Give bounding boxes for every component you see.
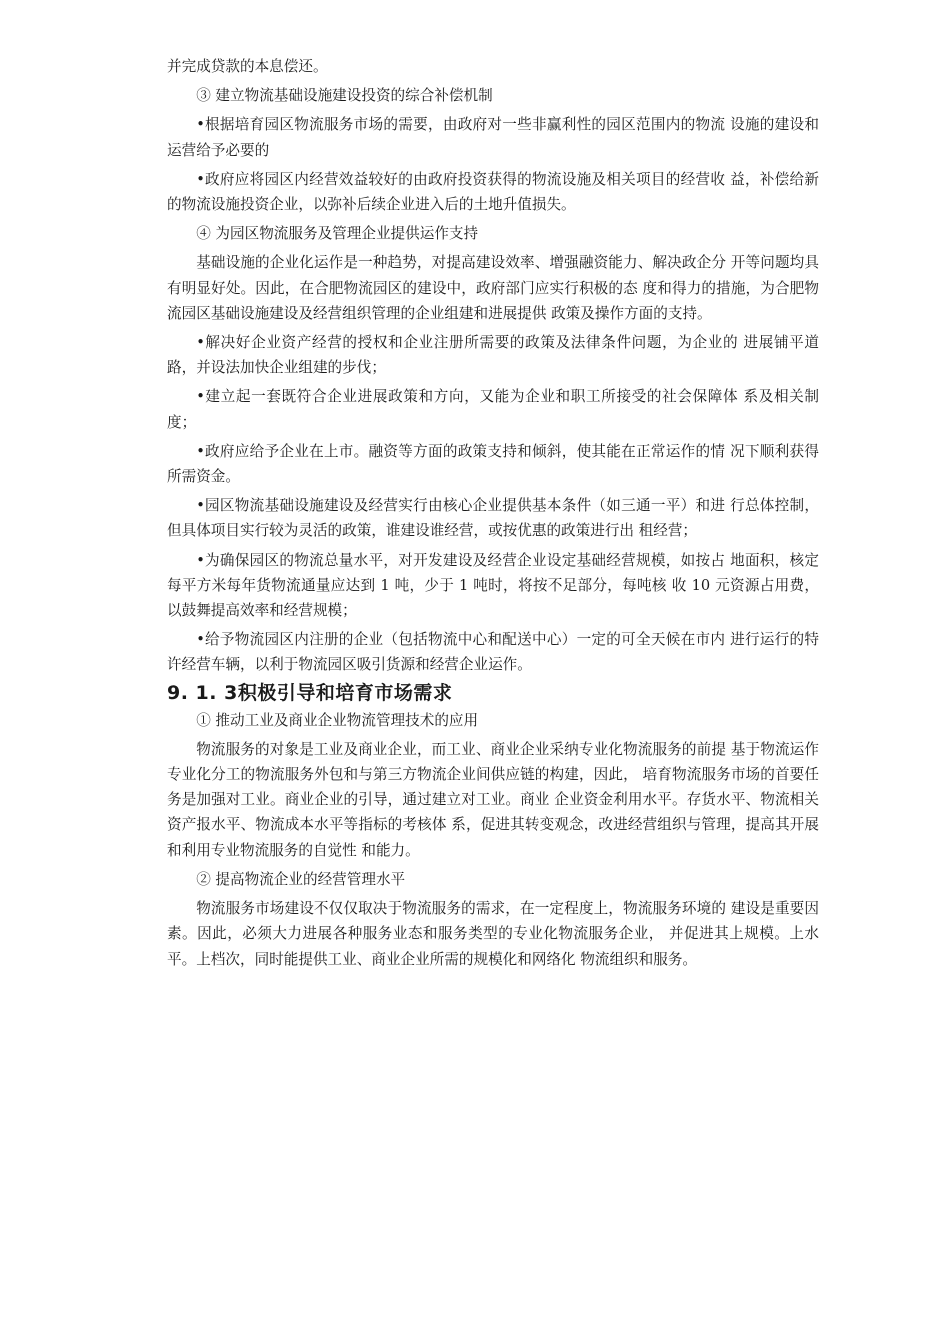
subheading-item-3: ③ 建立物流基础设施建设投资的综合补偿机制 bbox=[196, 87, 493, 105]
subheading-item-1: ① 推动工业及商业企业物流管理技术的应用 bbox=[196, 711, 479, 729]
paragraph: 基础设施的企业化运作是一种趋势，对提高建设效率、增强融资能力、解决政企分 开等问题均具有明显好处。因此，在合肥物流园区的建设中，政府部门应实行积极的态 度和得力的措施，为合肥物流园区基础设施建设及经营组织管理的企业组建和进展提供 政策及操作方面的支持。 bbox=[167, 254, 819, 322]
bullet-paragraph: •解决好企业资产经营的授权和企业注册所需要的政策及法律条件问题，为企业的 进展铺平道路，并设法加快企业组建的步伐； bbox=[167, 334, 819, 377]
bullet-paragraph: •政府应将园区内经营效益较好的由政府投资获得的物流设施及相关项目的经营收 益，补偿给新的物流设施投资企业，以弥补后续企业进入后的土地升值损失。 bbox=[167, 170, 819, 214]
paragraph: 物流服务的对象是工业及商业企业，而工业、商业企业采纳专业化物流服务的前提 基于物流运作专业化分工的物流服务外包和与第三方物流企业间供应链的构建，因此， 培育物流服务市场的首要任务是加强对工业。商业企业的引导，通过建立对工业。商业 企业资金利用水平。存货水平、物流相关资产报水平、物流成本水平等指标的考核体 系，促进其转变观念，改进经营组织与管理，提高其开展和利用专业物流服务的自觉性 和能力。 bbox=[167, 740, 819, 859]
subheading-item-4: ④ 为园区物流服务及管理企业提供运作支持 bbox=[196, 225, 479, 243]
paragraph: 物流服务市场建设不仅仅取决于物流服务的需求，在一定程度上，物流服务环境的 建设是重要因素。因此，必须大力进展各种服务业态和服务类型的专业化物流服务企业， 并促进其上规模。上水平。上档次，同时能提供工业、商业企业所需的规模化和网络化 物流组织和服务。 bbox=[167, 900, 819, 968]
paragraph: 并完成贷款的本息偿还。 bbox=[167, 58, 328, 75]
section-heading: 9. 1. 3积极引导和培育市场需求 bbox=[167, 681, 453, 704]
subheading-item-2: ② 提高物流企业的经营管理水平 bbox=[196, 870, 406, 888]
bullet-paragraph: •政府应给予企业在上市。融资等方面的政策支持和倾斜，使其能在正常运作的情 况下顺利获得所需资金。 bbox=[167, 442, 819, 486]
document-page bbox=[167, 54, 819, 976]
bullet-paragraph: •园区物流基础设施建设及经营实行由核心企业提供基本条件（如三通一平）和进 行总体控制，但具体项目实行较为灵活的政策，谁建设谁经营，或按优惠的政策进行出 租经营； bbox=[167, 497, 819, 540]
bullet-paragraph: •建立起一套既符合企业进展政策和方向，又能为企业和职工所接受的社会保障体 系及相关制度； bbox=[167, 388, 819, 431]
bullet-paragraph: •为确保园区的物流总量水平，对开发建设及经营企业设定基础经营规模，如按占 地面积，核定每平方米每年货物流通量应达到 1 吨，少于 1 吨时，将按不足部分，每吨核 收 10 元资源占用费，以鼓舞提高效率和经营规模； bbox=[167, 551, 819, 620]
bullet-paragraph: •给予物流园区内注册的企业（包括物流中心和配送中心）一定的可全天候在市内 进行运行的特许经营车辆，以利于物流园区吸引货源和经营企业运作。 bbox=[167, 631, 819, 674]
bullet-paragraph: •根据培育园区物流服务市场的需要，由政府对一些非赢利性的园区范围内的物流 设施的建设和运营给予必要的 bbox=[167, 116, 819, 159]
